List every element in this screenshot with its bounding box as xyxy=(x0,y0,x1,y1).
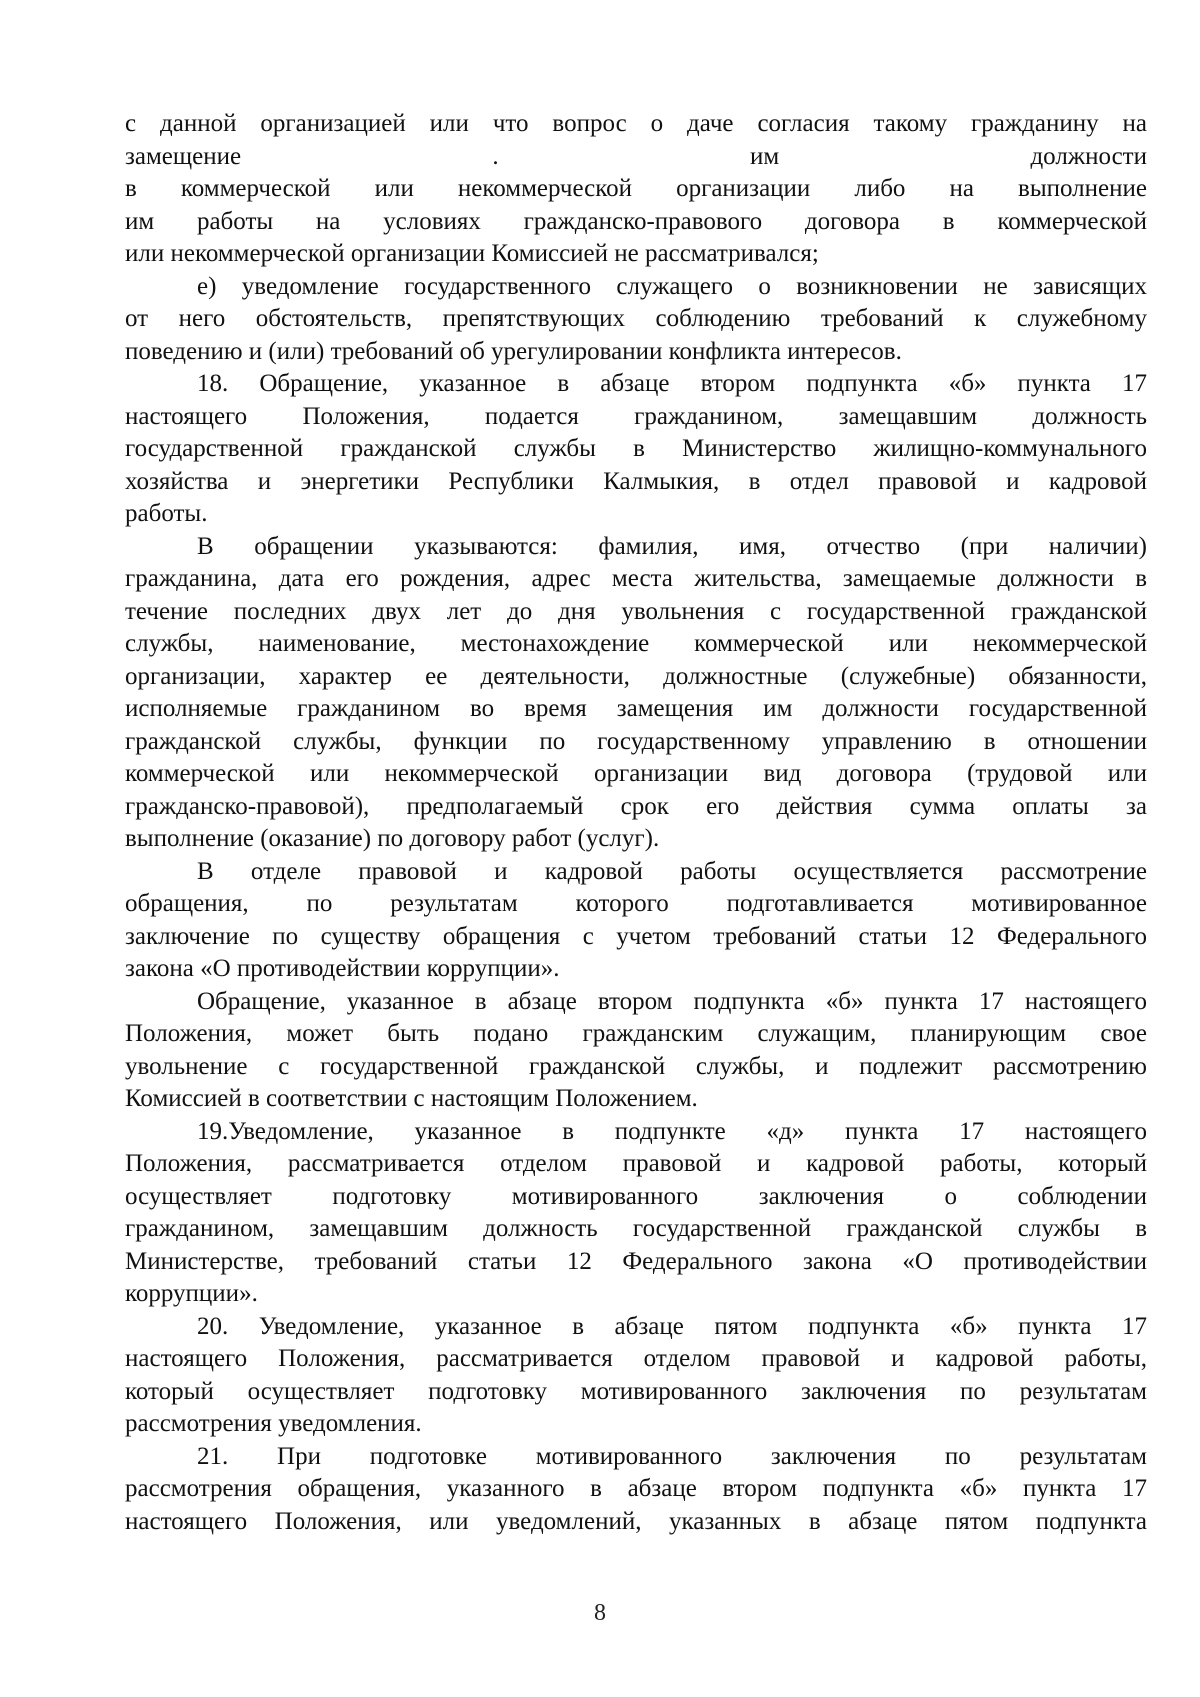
text-line: им работы на условиях гражданско-правового договора в коммерческой xyxy=(125,207,1147,235)
text-line: хозяйства и энергетики Республики Калмыкия, в отдел правовой и кадровой xyxy=(125,467,1147,495)
text-line: настоящего Положения, рассматривается отделом правовой и кадровой работы, xyxy=(125,1345,1147,1372)
text-line: рассмотрения уведомления. xyxy=(125,1410,422,1437)
text-line: коррупции». xyxy=(125,1280,258,1307)
text-line: который осуществляет подготовку мотивированного заключения по результатам xyxy=(125,1377,1147,1405)
text-line: поведению и (или) требований об урегулировании конфликта интересов. xyxy=(125,337,902,365)
text-line: настоящего Положения, или уведомлений, указанных в абзаце пятом подпункта xyxy=(125,1507,1147,1535)
text-line: выполнение (оказание) по договору работ (услуг). xyxy=(125,825,660,852)
text-line: от него обстоятельств, препятствующих соблюдению требований к служебному xyxy=(125,305,1147,332)
document-body xyxy=(125,108,1147,1538)
text-line: обращения, по результатам которого подготавливается мотивированное xyxy=(125,890,1147,917)
text-line: настоящего Положения, подается гражданином, замещавшим должность xyxy=(125,402,1147,430)
text-line: коммерческой или некоммерческой организации вид договора (трудовой или xyxy=(125,760,1147,787)
text-line: или некоммерческой организации Комиссией не рассматривался; xyxy=(125,240,819,267)
text-line: течение последних двух лет до дня увольнения с государственной гражданской xyxy=(125,597,1147,625)
text-line: Положения, рассматривается отделом правовой и кадровой работы, который xyxy=(125,1150,1147,1177)
text-line: Комиссией в соответствии с настоящим Положением. xyxy=(125,1085,698,1112)
text-line: с данной организацией или что вопрос о даче согласия такому гражданину на xyxy=(125,110,1147,137)
text-line: Положения, может быть подано гражданским служащим, планирующим свое xyxy=(125,1020,1147,1047)
text-line: гражданской службы, функции по государственному управлению в отношении xyxy=(125,727,1147,755)
text-line: закона «О противодействии коррупции». xyxy=(125,955,560,982)
text-line: В обращении указываются: фамилия, имя, отчество (при наличии) xyxy=(197,532,1147,560)
text-line: Министерстве, требований статьи 12 Федерального закона «О противодействии xyxy=(125,1247,1147,1275)
text-line: 20. Уведомление, указанное в абзаце пятом подпункта «б» пункта 17 xyxy=(197,1312,1147,1340)
text-line: организации, характер ее деятельности, должностные (служебные) обязанности, xyxy=(125,662,1147,690)
text-line: государственной гражданской службы в Министерство жилищно-коммунального xyxy=(125,435,1147,462)
page-number: 8 xyxy=(594,1600,606,1626)
text-line: службы, наименование, местонахождение коммерческой или некоммерческой xyxy=(125,630,1147,657)
text-line: Обращение, указанное в абзаце втором подпункта «б» пункта 17 настоящего xyxy=(197,987,1147,1015)
text-line: увольнение с государственной гражданской службы, и подлежит рассмотрению xyxy=(125,1052,1147,1080)
text-line: гражданином, замещавшим должность государственной гражданской службы в xyxy=(125,1215,1147,1242)
text-line: исполняемые гражданином во время замещения им должности государственной xyxy=(125,695,1147,722)
text-line: 18. Обращение, указанное в абзаце втором подпункта «б» пункта 17 xyxy=(197,370,1147,397)
text-line: е) уведомление государственного служащего о возникновении не зависящих xyxy=(197,272,1147,300)
text-line: рассмотрения обращения, указанного в абзаце втором подпункта «б» пункта 17 xyxy=(125,1475,1147,1502)
text-line: гражданско-правовой), предполагаемый срок его действия сумма оплаты за xyxy=(125,792,1147,820)
text-line: 21. При подготовке мотивированного заключения по результатам xyxy=(197,1442,1147,1470)
text-line: заключение по существу обращения с учетом требований статьи 12 Федерального xyxy=(125,922,1147,950)
text-line: в коммерческой или некоммерческой организации либо на выполнение xyxy=(125,175,1147,202)
text-line: замещение . им должности xyxy=(125,142,1147,170)
text-line: работы. xyxy=(125,500,208,527)
text-line: осуществляет подготовку мотивированного заключения о соблюдении xyxy=(125,1182,1147,1210)
text-line: 19.Уведомление, указанное в подпункте «д» пункта 17 настоящего xyxy=(197,1117,1147,1145)
text-line: гражданина, дата его рождения, адрес места жительства, замещаемые должности в xyxy=(125,565,1147,592)
text-line: В отделе правовой и кадровой работы осуществляется рассмотрение xyxy=(197,857,1147,885)
